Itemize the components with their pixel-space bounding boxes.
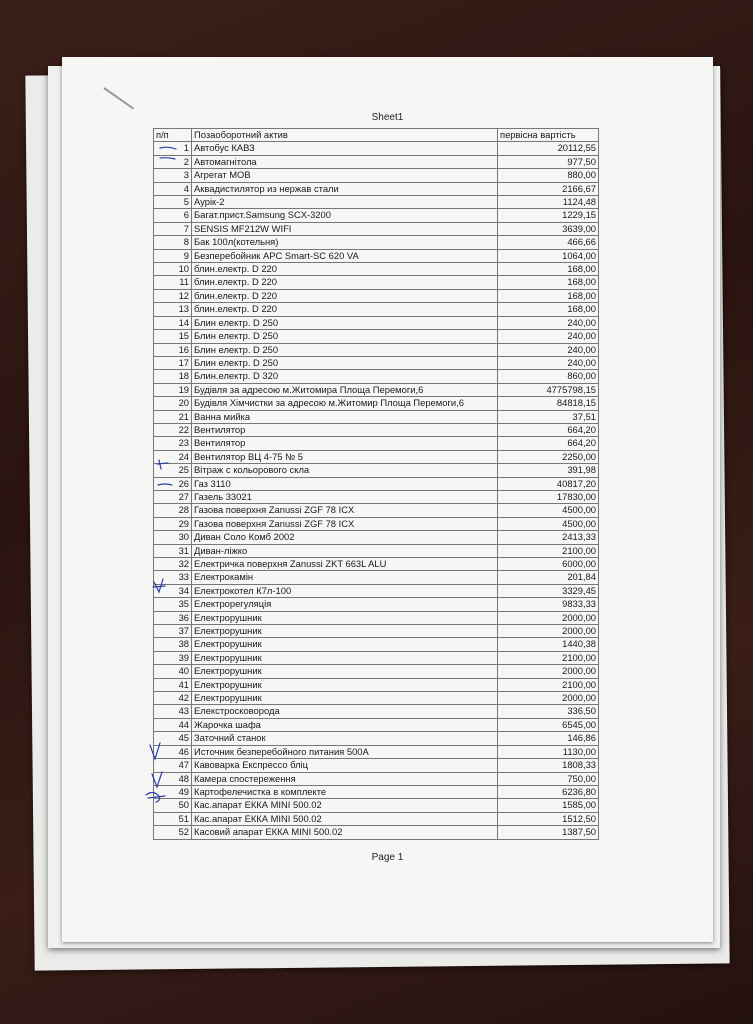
row-asset-name: Аквадистилятор из нержав стали — [192, 182, 498, 195]
table-row — [154, 517, 599, 530]
table-row — [154, 222, 599, 235]
table-row — [154, 772, 599, 785]
row-asset-name: SENSIS MF212W WIFI — [192, 222, 498, 235]
table-row — [154, 464, 599, 477]
row-number: 40 — [154, 665, 192, 678]
row-asset-name: Електрокотел К7л-100 — [192, 584, 498, 597]
row-number: 11 — [154, 276, 192, 289]
row-initial-cost: 1440,38 — [498, 638, 599, 651]
table-row — [154, 182, 599, 195]
table-row — [154, 531, 599, 544]
assets-table — [153, 128, 599, 840]
row-initial-cost: 4500,00 — [498, 517, 599, 530]
row-number: 21 — [154, 410, 192, 423]
row-initial-cost: 40817,20 — [498, 477, 599, 490]
row-number: 37 — [154, 625, 192, 638]
row-initial-cost: 6000,00 — [498, 558, 599, 571]
row-initial-cost: 1064,00 — [498, 249, 599, 262]
header-number: п/п — [154, 129, 192, 142]
table-row — [154, 303, 599, 316]
row-initial-cost: 2000,00 — [498, 625, 599, 638]
row-initial-cost: 201,84 — [498, 571, 599, 584]
row-initial-cost: 1229,15 — [498, 209, 599, 222]
table-row — [154, 450, 599, 463]
row-number: 3 — [154, 169, 192, 182]
row-asset-name: Жарочка шафа — [192, 718, 498, 731]
table-row — [154, 812, 599, 825]
row-number: 35 — [154, 598, 192, 611]
row-number: 15 — [154, 330, 192, 343]
row-number: 1 — [154, 142, 192, 155]
table-row — [154, 718, 599, 731]
row-number: 5 — [154, 196, 192, 209]
row-initial-cost: 1124,48 — [498, 196, 599, 209]
row-asset-name: Картофелечистка в комплекте — [192, 785, 498, 798]
row-number: 17 — [154, 356, 192, 369]
table-row — [154, 611, 599, 624]
row-number: 14 — [154, 316, 192, 329]
table-row — [154, 678, 599, 691]
row-asset-name: Електрорушник — [192, 665, 498, 678]
table-row — [154, 665, 599, 678]
row-number: 38 — [154, 638, 192, 651]
table-row — [154, 289, 599, 302]
row-asset-name: Електрорушник — [192, 611, 498, 624]
row-initial-cost: 6545,00 — [498, 718, 599, 731]
row-asset-name: Камера спостереження — [192, 772, 498, 785]
table-row — [154, 651, 599, 664]
row-initial-cost: 2250,00 — [498, 450, 599, 463]
row-initial-cost: 2166,67 — [498, 182, 599, 195]
row-initial-cost: 2000,00 — [498, 665, 599, 678]
row-initial-cost: 3639,00 — [498, 222, 599, 235]
table-row — [154, 558, 599, 571]
table-row — [154, 383, 599, 396]
table-row — [154, 490, 599, 503]
row-initial-cost: 977,50 — [498, 155, 599, 168]
table-row — [154, 155, 599, 168]
row-asset-name: Диван Соло Комб 2002 — [192, 531, 498, 544]
row-asset-name: Електрорегуляція — [192, 598, 498, 611]
row-initial-cost: 750,00 — [498, 772, 599, 785]
row-number: 6 — [154, 209, 192, 222]
row-number: 4 — [154, 182, 192, 195]
row-asset-name: Вентилятор — [192, 423, 498, 436]
table-row — [154, 209, 599, 222]
row-initial-cost: 146,86 — [498, 732, 599, 745]
row-initial-cost: 168,00 — [498, 276, 599, 289]
staple-mark — [103, 87, 134, 109]
table-row — [154, 169, 599, 182]
table-row — [154, 477, 599, 490]
row-initial-cost: 240,00 — [498, 316, 599, 329]
row-number: 24 — [154, 450, 192, 463]
row-number: 47 — [154, 759, 192, 772]
row-asset-name: Блин електр. D 250 — [192, 330, 498, 343]
row-asset-name: Блин електр. D 250 — [192, 343, 498, 356]
row-initial-cost: 240,00 — [498, 330, 599, 343]
row-asset-name: Електрорушник — [192, 625, 498, 638]
row-number: 34 — [154, 584, 192, 597]
row-number: 33 — [154, 571, 192, 584]
row-number: 2 — [154, 155, 192, 168]
table-row — [154, 263, 599, 276]
table-row — [154, 423, 599, 436]
row-number: 31 — [154, 544, 192, 557]
table-row — [154, 142, 599, 155]
row-initial-cost: 1585,00 — [498, 799, 599, 812]
table-row — [154, 504, 599, 517]
row-number: 41 — [154, 678, 192, 691]
row-number: 50 — [154, 799, 192, 812]
header-initial-cost: первісна вартість — [498, 129, 599, 142]
row-initial-cost: 2100,00 — [498, 544, 599, 557]
header-asset-name: Позаоборотний актив — [192, 129, 498, 142]
table-row — [154, 356, 599, 369]
table-row — [154, 437, 599, 450]
row-initial-cost: 6236,80 — [498, 785, 599, 798]
row-initial-cost: 336,50 — [498, 705, 599, 718]
table-row — [154, 544, 599, 557]
row-asset-name: Газова поверхня Zanussi ZGF 78 ICX — [192, 504, 498, 517]
table-row — [154, 745, 599, 758]
row-number: 12 — [154, 289, 192, 302]
row-initial-cost: 860,00 — [498, 370, 599, 383]
row-initial-cost: 4775798,15 — [498, 383, 599, 396]
row-initial-cost: 2000,00 — [498, 611, 599, 624]
row-asset-name: Будівля Хімчистки за адресою м.Житомир Площа Перемоги,6 — [192, 397, 498, 410]
row-number: 32 — [154, 558, 192, 571]
row-number: 7 — [154, 222, 192, 235]
row-number: 13 — [154, 303, 192, 316]
row-initial-cost: 168,00 — [498, 263, 599, 276]
row-number: 42 — [154, 692, 192, 705]
row-asset-name: блин.електр. D 220 — [192, 303, 498, 316]
row-asset-name: Автобус КАВЗ — [192, 142, 498, 155]
row-asset-name: Ванна мийка — [192, 410, 498, 423]
row-asset-name: Блин електр. D 250 — [192, 316, 498, 329]
table-row — [154, 571, 599, 584]
row-initial-cost: 466,66 — [498, 236, 599, 249]
row-number: 8 — [154, 236, 192, 249]
row-asset-name: блин.електр. D 220 — [192, 276, 498, 289]
row-initial-cost: 240,00 — [498, 343, 599, 356]
row-initial-cost: 2100,00 — [498, 651, 599, 664]
row-asset-name: Електричка поверхня Zanussi ZKT 663L ALU — [192, 558, 498, 571]
row-asset-name: Заточний станок — [192, 732, 498, 745]
row-asset-name: Безперебойник APC Smart-SC 620 VA — [192, 249, 498, 262]
row-number: 46 — [154, 745, 192, 758]
table-row — [154, 316, 599, 329]
row-asset-name: Газ 3110 — [192, 477, 498, 490]
row-initial-cost: 168,00 — [498, 303, 599, 316]
row-asset-name: Будівля за адресою м.Житомира Площа Перемоги,6 — [192, 383, 498, 396]
table-row — [154, 276, 599, 289]
row-asset-name: Газова поверхня Zanussi ZGF 78 ICX — [192, 517, 498, 530]
row-initial-cost: 664,20 — [498, 437, 599, 450]
row-asset-name: Агрегат МОВ — [192, 169, 498, 182]
row-number: 36 — [154, 611, 192, 624]
row-asset-name: Багат.прист.Samsung SCX-3200 — [192, 209, 498, 222]
row-initial-cost: 2413,33 — [498, 531, 599, 544]
row-asset-name: Автомагнітола — [192, 155, 498, 168]
document-page — [62, 57, 713, 942]
row-number: 16 — [154, 343, 192, 356]
row-asset-name: Газель 33021 — [192, 490, 498, 503]
row-number: 27 — [154, 490, 192, 503]
row-initial-cost: 1808,33 — [498, 759, 599, 772]
row-asset-name: Електрокамін — [192, 571, 498, 584]
row-number: 29 — [154, 517, 192, 530]
table-row — [154, 584, 599, 597]
table-row — [154, 625, 599, 638]
row-number: 49 — [154, 785, 192, 798]
table-row — [154, 826, 599, 839]
row-number: 30 — [154, 531, 192, 544]
row-initial-cost: 17830,00 — [498, 490, 599, 503]
row-asset-name: Електрорушник — [192, 678, 498, 691]
row-initial-cost: 168,00 — [498, 289, 599, 302]
row-initial-cost: 1130,00 — [498, 745, 599, 758]
row-asset-name: Елекстросковорода — [192, 705, 498, 718]
row-number: 23 — [154, 437, 192, 450]
row-number: 22 — [154, 423, 192, 436]
row-number: 45 — [154, 732, 192, 745]
table-row — [154, 196, 599, 209]
row-asset-name: Аурік-2 — [192, 196, 498, 209]
table-row — [154, 598, 599, 611]
table-row — [154, 732, 599, 745]
row-number: 26 — [154, 477, 192, 490]
row-asset-name: Кас.апарат ЕККА MINI 500.02 — [192, 812, 498, 825]
row-initial-cost: 1512,50 — [498, 812, 599, 825]
row-asset-name: Електрорушник — [192, 638, 498, 651]
row-initial-cost: 240,00 — [498, 356, 599, 369]
table-header-row — [154, 129, 599, 142]
row-asset-name: Бак 100л(котельня) — [192, 236, 498, 249]
table-row — [154, 705, 599, 718]
row-initial-cost: 4500,00 — [498, 504, 599, 517]
table-row — [154, 236, 599, 249]
row-initial-cost: 20112,55 — [498, 142, 599, 155]
row-initial-cost: 2000,00 — [498, 692, 599, 705]
row-number: 48 — [154, 772, 192, 785]
row-asset-name: Источник безперебойного питания 500А — [192, 745, 498, 758]
row-initial-cost: 3329,45 — [498, 584, 599, 597]
row-number: 51 — [154, 812, 192, 825]
row-number: 52 — [154, 826, 192, 839]
row-initial-cost: 2100,00 — [498, 678, 599, 691]
row-initial-cost: 880,00 — [498, 169, 599, 182]
row-asset-name: Блин електр. D 250 — [192, 356, 498, 369]
row-initial-cost: 37,51 — [498, 410, 599, 423]
row-number: 20 — [154, 397, 192, 410]
table-row — [154, 343, 599, 356]
page-footer: Page 1 — [371, 852, 404, 863]
row-asset-name: Кас.апарат ЕККА MINI 500.02 — [192, 799, 498, 812]
row-number: 18 — [154, 370, 192, 383]
table-row — [154, 638, 599, 651]
row-initial-cost: 84818,15 — [498, 397, 599, 410]
row-initial-cost: 391,98 — [498, 464, 599, 477]
table-row — [154, 249, 599, 262]
row-asset-name: Електрорушник — [192, 651, 498, 664]
row-asset-name: блин.електр. D 220 — [192, 263, 498, 276]
row-initial-cost: 9833,33 — [498, 598, 599, 611]
row-initial-cost: 1387,50 — [498, 826, 599, 839]
row-number: 9 — [154, 249, 192, 262]
row-asset-name: Вентилятор — [192, 437, 498, 450]
row-number: 10 — [154, 263, 192, 276]
table-row — [154, 330, 599, 343]
row-number: 28 — [154, 504, 192, 517]
table-row — [154, 785, 599, 798]
table-row — [154, 370, 599, 383]
table-row — [154, 410, 599, 423]
row-number: 19 — [154, 383, 192, 396]
table-row — [154, 692, 599, 705]
row-initial-cost: 664,20 — [498, 423, 599, 436]
row-asset-name: Блин.електр. D 320 — [192, 370, 498, 383]
table-row — [154, 397, 599, 410]
table-row — [154, 759, 599, 772]
row-asset-name: Вентилятор ВЦ 4-75 № 5 — [192, 450, 498, 463]
row-number: 44 — [154, 718, 192, 731]
sheet-title: Sheet1 — [371, 112, 404, 123]
row-number: 39 — [154, 651, 192, 664]
row-asset-name: блин.електр. D 220 — [192, 289, 498, 302]
row-asset-name: Електрорушник — [192, 692, 498, 705]
row-asset-name: Кавоварка Експрессо бліц — [192, 759, 498, 772]
row-asset-name: Вітраж с кольорового скла — [192, 464, 498, 477]
row-number: 43 — [154, 705, 192, 718]
row-number: 25 — [154, 464, 192, 477]
row-asset-name: Касовий апарат ЕККА MINI 500.02 — [192, 826, 498, 839]
table-row — [154, 799, 599, 812]
row-asset-name: Диван-ліжко — [192, 544, 498, 557]
